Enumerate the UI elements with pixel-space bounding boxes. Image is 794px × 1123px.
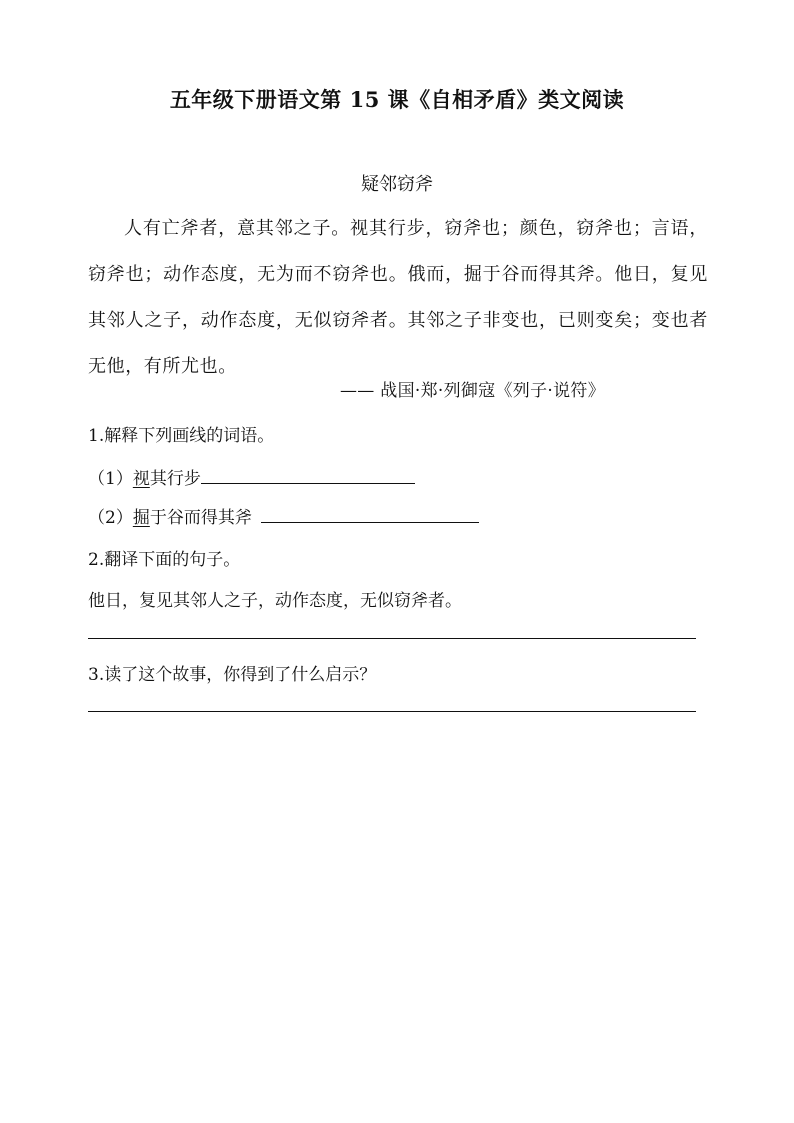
answer-line[interactable] bbox=[88, 638, 696, 639]
question-3-prompt: 3.读了这个故事，你得到了什么启示？ bbox=[88, 665, 377, 685]
underlined-word: 掘 bbox=[132, 508, 150, 528]
question-1-item-1 bbox=[88, 464, 415, 489]
question-1-prompt: 1.解释下列画线的词语。 bbox=[88, 426, 275, 446]
passage-title: 疑邻窃斧 bbox=[361, 174, 433, 195]
underlined-word: 视 bbox=[132, 469, 150, 489]
item-number: （2） bbox=[88, 508, 133, 528]
question-1-item-2 bbox=[88, 503, 479, 528]
item-phrase: 于谷而得其斧 bbox=[149, 508, 252, 528]
passage-text: 人有亡斧者，意其邻之子。视其行步，窃斧也；颜色，窃斧也；言语，窃斧也；动作态度，无为而不窃斧也。俄而，掘于谷而得其斧。他日，复见其邻人之子，动作态度，无似窃斧者。其邻之子非变也，已则变矣；变也者无他，有所尤也。 bbox=[88, 218, 708, 377]
answer-blank[interactable] bbox=[201, 469, 415, 484]
item-number: （1） bbox=[88, 469, 133, 489]
item-phrase: 其行步 bbox=[149, 469, 201, 489]
question-2-prompt: 2.翻译下面的句子。 bbox=[88, 550, 241, 570]
question-2-sentence: 他日，复见其邻人之子，动作态度，无似窃斧者。 bbox=[88, 591, 462, 611]
answer-blank[interactable] bbox=[261, 508, 479, 523]
answer-line[interactable] bbox=[88, 711, 696, 712]
page-title: 五年级下册语文第 15 课《自相矛盾》类文阅读 bbox=[169, 87, 625, 112]
passage-source: —— 战国·郑·列御寇《列子·说符》 bbox=[340, 381, 606, 401]
